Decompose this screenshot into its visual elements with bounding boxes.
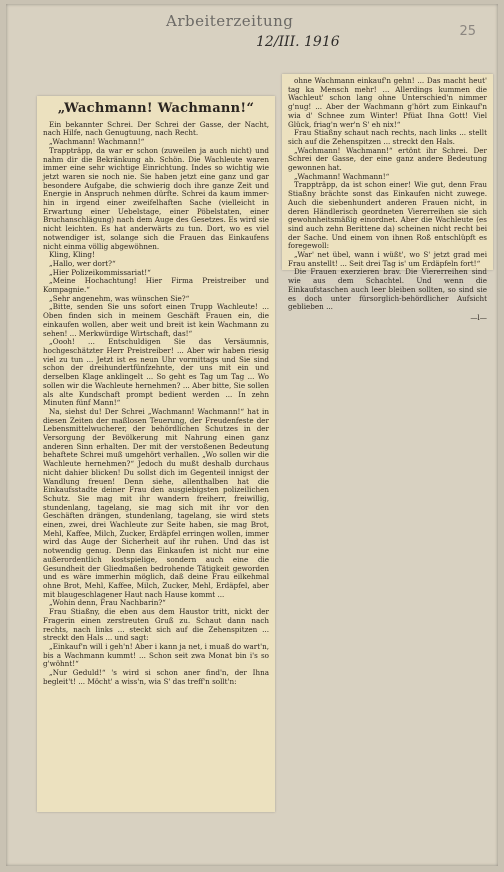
paragraph: Frau Stiaßny schaut nach rechts, nach links ... stellt sich auf die Zehenspitzen ... streckt den Hals. <box>288 128 487 146</box>
paragraph: „Nur Geduld!“ 's wird si schon aner find'n, der Ihna begleit't! ... Möcht' a wiss'n, wia S' das treff'n sollt'n: <box>43 668 269 686</box>
article-headline: „Wachmann! Wachmann!“ <box>57 101 255 116</box>
page-number: 25 <box>459 24 476 39</box>
paragraph: „Meine Hochachtung! Hier Firma Preistreiber und Kompagnie.“ <box>43 276 269 295</box>
paragraph: Ein bekannter Schrei. Der Schrei der Gasse, der Nacht, nach Hilfe, nach Genugtuung, nach Recht. <box>43 119 269 138</box>
paragraph: „Einkauf'n will i geh'n! Aber i kann ja net, i muaß do wart'n, bis a Wachmann kummt! ... Schon seit zwa Monat bin i's so g'wöhnt!“ <box>43 641 269 669</box>
paragraph: „Hallo, wer dort?“ <box>49 258 116 268</box>
paragraph: „Wachmann! Wachmann!“ ertönt ihr Schrei. Der Schrei der Gasse, der eine ganz andere Bedeutung gewonnen hat. <box>288 145 487 173</box>
paragraph: Die Frauen exerzieren brav. Die Viererreihen sind wie aus dem Schachtel. Und wenn die Einkaufstaschen auch leer bleiben sollten, so sind sie es doch unter fürsorglich-behördlicher Aufsicht geblieben ... <box>288 267 487 312</box>
paragraph: Frau Stiaßny, die eben aus dem Haustor tritt, nickt der Fragerin einen zerstreuten Gruß zu. Schaut dann nach rechts, nach links ... steckt sich auf die Zehenspitzen ... streckt den Hals ... und sagt: <box>43 607 269 643</box>
paragraph: Kling, Kling! <box>49 250 95 260</box>
clipping-column-1 <box>37 96 275 812</box>
paragraph: „Bitte, senden Sie uns sofort einen Trupp Wachleute! ... Oben finden sich in meinem Geschäft Frauen ein, die einkaufen wollen, aber weit und breit ist kein Wachmann zu sehen! ... Merkwürdige Wirtschaft, das!“ <box>43 302 269 338</box>
paragraph: „Wachmann! Wachmann!“ <box>294 171 390 181</box>
handwritten-date: 12/III. 1916 <box>256 34 340 50</box>
paragraph: ohne Wachmann einkauf'n gehn! ... Das macht heut' tag ka Mensch mehr! ... Allerdings kummen die Wachleut' schon lang ohne Unterschied'n nimmer g'nug! ... Aber der Wachmann g'hört zum Einkauf'n wia d' Schnee zum Winter! Pfüat Ihna Gott! Viel Glück, friag'n wer'n S' eh nix!“ <box>288 76 487 129</box>
clipping-column-2 <box>282 74 493 322</box>
paragraph: Trappträpp, da war er schon (zuweilen ja auch nicht) und nahm dir die Bekränkung ab. Schön. Die Wachleute waren immer eine sehr wichtige Einrichtung. Indes so wichtig wie jetzt waren sie noch nie. Sie haben jetzt eine ganz und gar besondere Aufgabe, die schwierig doch ihre ganze Zeit und Energie in Anspruch nehmen dürfte. Schrei da kaum immer-hin in irgend einer zweifelhaften Sache (vielleicht in Erwartung einer Uebelstage, einer Pöbelstaten, einer Bruchanschlägung) nach dem Auge des Gesetzes. Es wird sie nicht leichten. Es hat anderwärts zu tun. Dort, wo es viel notwendiger ist, solange sich die Frauen das Einkaufens nicht einma völlig abgewöhnen. <box>43 145 269 251</box>
author-signature: —l— <box>470 312 487 322</box>
paragraph: „Oooh! ... Entschuldigen Sie das Versäumnis, hochgeschätzter Herr Preistreiber! ... Aber wir haben riesig viel zu tun ... Jetzt ist es neun Uhr vormittags und Sie sind schon der dreihundertfünfzehnte, der uns mit ein und derselben Klage anklingelt ... So geht es Tag um Tag ... Wo sollen wir die Wachleute hernehmen? ... Aber bitte, Sie sollen als alte Kundschaft prompt bedient werden ... In zehn Minuten fünf Mann!“ <box>43 337 269 408</box>
paragraph: „Wohin denn, Frau Nachbarin?“ <box>49 598 166 608</box>
paragraph: „Sehr angenehm, was wünschen Sie?“ <box>49 293 190 303</box>
newspaper-stamp: Arbeiterzeitung <box>166 12 294 30</box>
paragraph: „War' net übel, wann i wüßt', wo S' jetzt grad mei Frau anstellt! ... Seit drei Tag is' um Erdäpfeln fort!“ <box>288 250 487 268</box>
paragraph: „Wachmann! Wachmann!“ <box>49 137 145 147</box>
paragraph: Trappträpp, da ist schon einer! Wie gut, denn Frau Stiaßny brächte sonst das Einkaufen nicht zuwege. Auch die siebenhundert anderen Frauen nicht, in deren Händlerisch geordneten Viererreihen sie sich gewohnheitsmäßig einordnet. Aber die Wachleute (es sind auch zehn Berittene da) scheinen nicht recht bei der Sache. Und einem von ihnen Roß entschlüpft es foregewoll: <box>288 180 487 251</box>
paragraph: Na, siehst du! Der Schrei „Wachmann! Wachmann!“ hat in diesen Zeiten der maßlosen Teuerung, der Freudenfeste der Lebensmittelwucherer, der behördlichen Schutzes in der Versorgung der Bevölkerung mit Nahrung einen ganz anderen Sinn erhalten. Der mit der verstoßenen Bedeutung behaftete Schrei muß umgehört verhallen. „Wo sollen wir die Wachleute hernehmen?“ Jedoch du mußt deshalb durchaus nicht dahier blicken! Du sollst dich im Gegenteil innigst der Wandlung freuen! Denn siehe, allenthalben hat die Einkaufsstadte deiner Frau den ausgiebigsten polizeilichen Schutz. Sie mag mit ihr wandern freiherr, freiwillig, stundenlang, tagelang, sie mag sich mit ihr vor den Geschäften drängen, stundenlang, tagelang, sie wird stets einen, zwei, drei Wachleute zur Seite haben, sie mag Brot, Mehl, Kaffee, Milch, Zucker, Erdäpfel erringen wollen, immer wird das Auge der Sicherheit auf ihr ruhen. Und das ist notwendig genug. Denn das Einkaufen ist nicht nur eine außerordentlich kostspielige, sondern auch eine die Gesundheit der Gliedmaßen bedrohende Tätigkeit geworden und es wäre immerhin möglich, daß deine Frau eilkehmal ohne Brot, Mehl, Kaffee, Milch, Zucker, Mehl, Erdäpfel, aber mit blaugeschlagener Haut nach Hause kommt ... <box>43 406 269 599</box>
paragraph: „Hier Polizeikommissariat!“ <box>49 267 151 277</box>
